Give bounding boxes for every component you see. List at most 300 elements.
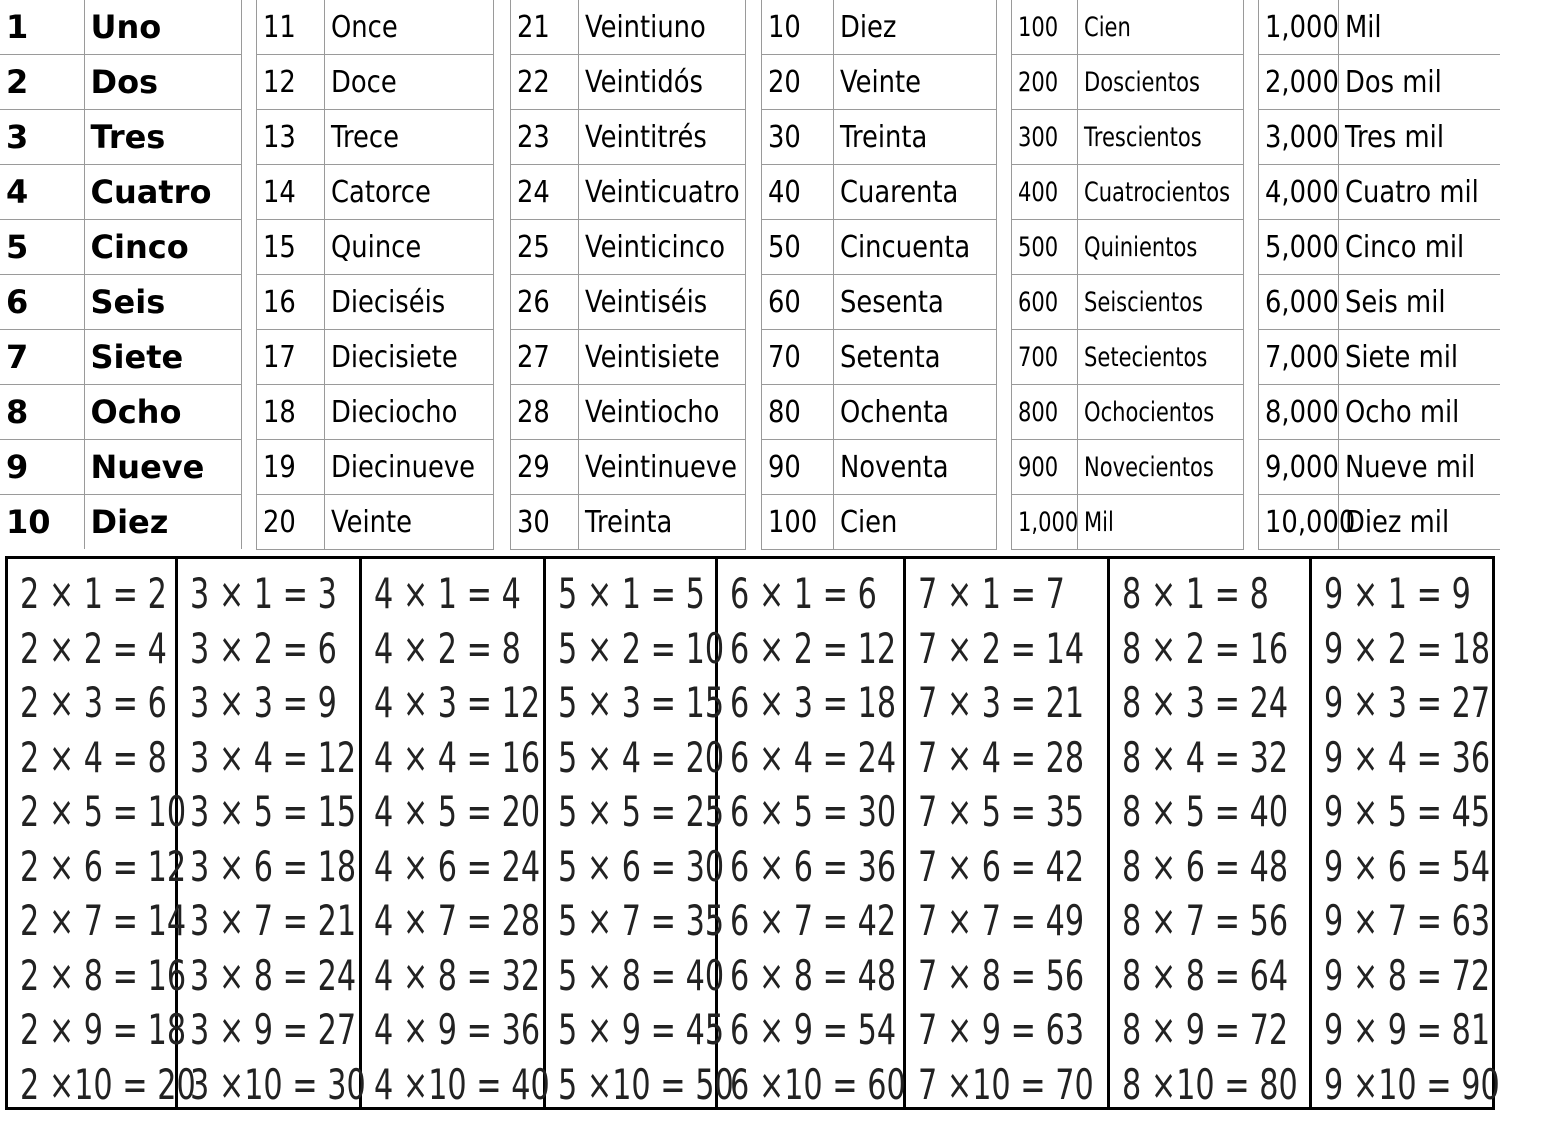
number-row bbox=[257, 440, 494, 495]
equation-text: 9 × 1 = 9 bbox=[1324, 569, 1471, 618]
number-word: Nueve mil bbox=[1345, 449, 1476, 485]
number-digit-cell: 7 bbox=[0, 330, 84, 385]
number-word: Seiscientos bbox=[1084, 286, 1203, 318]
number-word: Cien bbox=[840, 504, 898, 540]
times-table-line bbox=[1312, 676, 1498, 731]
equation-text: 9 × 9 = 81 bbox=[1324, 1005, 1491, 1054]
times-table-line bbox=[1312, 1003, 1498, 1058]
number-word: Veintiséis bbox=[585, 284, 708, 320]
number-row bbox=[762, 330, 997, 385]
number-row bbox=[511, 165, 746, 220]
number-digit: 12 bbox=[263, 64, 296, 100]
equation-text: 2 × 9 = 18 bbox=[20, 1005, 187, 1054]
number-digit-cell bbox=[257, 330, 325, 385]
number-word: Veintisiete bbox=[585, 339, 720, 375]
number-row bbox=[0, 220, 242, 275]
number-digit-cell bbox=[762, 330, 834, 385]
equation-text: 8 × 1 = 8 bbox=[1122, 569, 1269, 618]
number-digit: 6,000 bbox=[1265, 284, 1339, 320]
number-word-cell bbox=[579, 495, 746, 550]
number-row bbox=[762, 165, 997, 220]
number-row bbox=[1259, 275, 1501, 330]
number-word-cell bbox=[1078, 0, 1244, 55]
number-word-cell bbox=[1339, 495, 1501, 550]
number-row bbox=[1259, 385, 1501, 440]
number-digit-cell bbox=[1012, 220, 1078, 275]
times-table-line bbox=[546, 622, 725, 677]
times-table-line bbox=[718, 1058, 906, 1113]
equation-text: 6 × 5 = 30 bbox=[730, 787, 897, 836]
number-row bbox=[511, 330, 746, 385]
times-table-line bbox=[362, 1058, 550, 1113]
equation-text: 4 × 1 = 4 bbox=[374, 569, 521, 618]
number-word-cell bbox=[325, 440, 494, 495]
number-word: Ochocientos bbox=[1084, 396, 1215, 428]
number-word-cell bbox=[1339, 0, 1501, 55]
number-word-cell bbox=[325, 55, 494, 110]
number-row bbox=[0, 385, 242, 440]
times-table-line bbox=[178, 676, 359, 731]
number-digit: 70 bbox=[768, 339, 801, 375]
number-word: Diecinueve bbox=[331, 449, 475, 485]
equation-text: 8 × 8 = 64 bbox=[1122, 950, 1289, 1000]
times-table-line bbox=[718, 894, 903, 949]
number-digit-cell: 8 bbox=[0, 385, 84, 440]
number-row bbox=[511, 110, 746, 165]
number-word-cell bbox=[325, 220, 494, 275]
times-table-line bbox=[718, 785, 903, 840]
number-row bbox=[0, 0, 242, 55]
equation-text: 3 ×10 = 30 bbox=[190, 1059, 366, 1109]
number-word: Cuatrocientos bbox=[1084, 176, 1231, 208]
number-digit-cell bbox=[511, 110, 579, 165]
number-row bbox=[0, 440, 242, 495]
times-table-line bbox=[718, 840, 903, 895]
equation-text: 8 × 5 = 40 bbox=[1122, 787, 1289, 836]
numbers-hundreds-table bbox=[1011, 0, 1244, 550]
number-digit: 7,000 bbox=[1265, 339, 1339, 375]
times-table-line bbox=[1110, 1003, 1309, 1058]
number-digit-cell: 9 bbox=[0, 440, 84, 495]
times-table-line bbox=[906, 622, 1107, 677]
equation-text: 2 × 8 = 16 bbox=[20, 950, 187, 1000]
number-digit-cell: 4 bbox=[0, 165, 84, 220]
number-word: Mil bbox=[1345, 9, 1382, 45]
number-row bbox=[762, 55, 997, 110]
times-table-line bbox=[546, 1058, 734, 1113]
times-table-line bbox=[362, 567, 543, 622]
times-table-line bbox=[178, 785, 359, 840]
times-table-line bbox=[906, 840, 1107, 895]
number-names-section bbox=[0, 0, 1500, 550]
times-table-line bbox=[8, 1058, 196, 1113]
equation-text: 6 × 7 = 42 bbox=[730, 896, 897, 945]
number-row bbox=[257, 275, 494, 330]
times-table-line bbox=[1110, 949, 1309, 1004]
times-table-line bbox=[362, 622, 543, 677]
times-table-line bbox=[906, 785, 1107, 840]
number-digit: 21 bbox=[517, 9, 550, 45]
number-word: Cuatro mil bbox=[1345, 174, 1479, 210]
equation-text: 3 × 6 = 18 bbox=[190, 841, 357, 891]
number-row bbox=[511, 220, 746, 275]
number-word: Veinticinco bbox=[585, 229, 726, 265]
equation-text: 2 × 2 = 4 bbox=[20, 623, 167, 673]
number-word-cell: Ocho bbox=[84, 385, 242, 440]
times-table-4 bbox=[362, 559, 550, 1109]
times-table-line bbox=[8, 676, 175, 731]
number-word-cell bbox=[1078, 220, 1244, 275]
number-digit: 30 bbox=[517, 504, 550, 540]
times-table-line bbox=[362, 894, 543, 949]
times-table-line bbox=[1312, 622, 1498, 677]
number-word: Mil bbox=[1084, 506, 1114, 538]
number-digit: 16 bbox=[263, 284, 296, 320]
number-digit-cell bbox=[511, 275, 579, 330]
number-row bbox=[257, 385, 494, 440]
number-digit: 10,000 bbox=[1265, 504, 1356, 540]
number-word-cell: Nueve bbox=[84, 440, 242, 495]
times-table-line bbox=[1312, 949, 1498, 1004]
times-table-line bbox=[178, 1003, 359, 1058]
number-word-cell bbox=[1339, 165, 1501, 220]
equation-text: 3 × 4 = 12 bbox=[190, 732, 357, 782]
equation-text: 7 × 8 = 56 bbox=[918, 950, 1085, 1000]
number-word-cell bbox=[325, 0, 494, 55]
number-digit: 100 bbox=[768, 504, 818, 540]
number-row bbox=[511, 0, 746, 55]
number-word: Doce bbox=[331, 64, 397, 100]
number-word-cell bbox=[834, 495, 997, 550]
number-digit: 26 bbox=[517, 284, 550, 320]
number-word: Setenta bbox=[840, 339, 941, 375]
number-digit-cell bbox=[1259, 495, 1356, 550]
equation-text: 6 × 6 = 36 bbox=[730, 841, 897, 891]
equation-text: 4 × 8 = 32 bbox=[374, 950, 541, 1000]
number-word-cell bbox=[325, 385, 494, 440]
equation-text: 3 × 7 = 21 bbox=[190, 896, 357, 945]
equation-text: 6 × 9 = 54 bbox=[730, 1005, 897, 1054]
number-word-cell bbox=[579, 0, 746, 55]
number-word: Siete mil bbox=[1345, 339, 1459, 375]
times-table-line bbox=[178, 567, 359, 622]
number-digit: 80 bbox=[768, 394, 801, 430]
number-digit-cell bbox=[511, 495, 579, 550]
times-table-line bbox=[178, 1058, 366, 1113]
number-row bbox=[1259, 110, 1501, 165]
number-row bbox=[762, 110, 997, 165]
number-word-cell bbox=[579, 165, 746, 220]
number-word-cell bbox=[579, 55, 746, 110]
times-table-line bbox=[178, 894, 359, 949]
number-row bbox=[1012, 165, 1244, 220]
number-row bbox=[257, 165, 494, 220]
equation-text: 9 × 2 = 18 bbox=[1324, 623, 1491, 673]
numbers-tens-table bbox=[761, 0, 997, 550]
number-digit: 18 bbox=[263, 394, 296, 430]
number-digit: 200 bbox=[1018, 66, 1059, 98]
number-word-cell: Cuatro bbox=[84, 165, 242, 220]
times-table-7 bbox=[906, 559, 1110, 1107]
equation-text: 5 × 1 = 5 bbox=[558, 569, 705, 618]
numbers-11-20-table bbox=[256, 0, 494, 550]
times-table-line bbox=[362, 949, 543, 1004]
equation-text: 5 × 4 = 20 bbox=[558, 732, 725, 782]
number-row bbox=[511, 495, 746, 550]
equation-text: 2 × 4 = 8 bbox=[20, 732, 167, 782]
times-table-2 bbox=[8, 559, 196, 1109]
number-word: Ocho mil bbox=[1345, 394, 1460, 430]
number-word: Noventa bbox=[840, 449, 949, 485]
number-digit-cell bbox=[1259, 220, 1339, 275]
number-digit: 1,000 bbox=[1265, 9, 1339, 45]
equation-text: 7 × 6 = 42 bbox=[918, 841, 1085, 891]
number-word-cell bbox=[579, 110, 746, 165]
equation-text: 2 × 5 = 10 bbox=[20, 787, 187, 836]
equation-text: 5 ×10 = 50 bbox=[558, 1059, 734, 1109]
number-row bbox=[1012, 330, 1244, 385]
number-digit: 800 bbox=[1018, 396, 1059, 428]
number-word: Veinte bbox=[840, 64, 922, 100]
number-digit-cell bbox=[762, 165, 834, 220]
number-word-cell: Siete bbox=[84, 330, 242, 385]
number-digit-cell bbox=[1259, 440, 1339, 495]
number-word-cell bbox=[325, 495, 494, 550]
number-digit-cell bbox=[1012, 385, 1078, 440]
number-digit-cell bbox=[762, 220, 834, 275]
number-word-cell bbox=[834, 330, 997, 385]
times-table-line bbox=[178, 840, 359, 895]
number-digit-cell bbox=[1012, 495, 1078, 550]
number-word-cell bbox=[325, 110, 494, 165]
number-digit-cell: 6 bbox=[0, 275, 84, 330]
number-digit-cell bbox=[1012, 0, 1078, 55]
number-word-cell: Seis bbox=[84, 275, 242, 330]
equation-text: 7 × 9 = 63 bbox=[918, 1005, 1085, 1054]
times-table-line bbox=[1110, 731, 1309, 786]
number-row bbox=[1012, 440, 1244, 495]
number-word-cell: Dos bbox=[84, 55, 242, 110]
number-digit-cell bbox=[1012, 440, 1078, 495]
equation-text: 7 × 4 = 28 bbox=[918, 732, 1085, 782]
equation-text: 7 × 7 = 49 bbox=[918, 896, 1085, 945]
equation-text: 5 × 2 = 10 bbox=[558, 623, 725, 673]
number-digit-cell bbox=[762, 495, 834, 550]
multiplication-tables-section bbox=[5, 556, 1500, 1110]
number-digit-cell bbox=[511, 0, 579, 55]
numbers-thousands-table bbox=[1258, 0, 1500, 550]
times-table-line bbox=[178, 949, 359, 1004]
number-digit: 14 bbox=[263, 174, 296, 210]
times-table-8 bbox=[1110, 559, 1312, 1107]
equation-text: 3 × 8 = 24 bbox=[190, 950, 357, 1000]
number-digit-cell bbox=[1259, 330, 1339, 385]
number-digit: 25 bbox=[517, 229, 550, 265]
number-digit: 3,000 bbox=[1265, 119, 1339, 155]
times-table-line bbox=[906, 731, 1107, 786]
number-digit-cell bbox=[1259, 0, 1339, 55]
number-row bbox=[1259, 165, 1501, 220]
number-word: Veinte bbox=[331, 504, 413, 540]
number-word: Dieciocho bbox=[331, 394, 458, 430]
equation-text: 9 × 5 = 45 bbox=[1324, 787, 1491, 836]
number-digit: 10 bbox=[768, 9, 801, 45]
number-word: Diez bbox=[840, 9, 897, 45]
number-word-cell bbox=[1078, 275, 1244, 330]
number-row bbox=[1259, 495, 1501, 550]
equation-text: 5 × 7 = 35 bbox=[558, 896, 725, 945]
equation-text: 7 × 5 = 35 bbox=[918, 787, 1085, 836]
equation-text: 4 × 9 = 36 bbox=[374, 1005, 541, 1054]
number-word-cell: Uno bbox=[84, 0, 242, 55]
number-digit-cell bbox=[257, 0, 325, 55]
number-digit-cell bbox=[1012, 330, 1078, 385]
times-table-line bbox=[906, 1058, 1107, 1113]
number-word: Quince bbox=[331, 229, 422, 265]
number-row bbox=[257, 110, 494, 165]
number-row bbox=[1012, 495, 1244, 550]
number-row bbox=[0, 330, 242, 385]
number-digit-cell bbox=[1259, 110, 1339, 165]
equation-text: 3 × 1 = 3 bbox=[190, 569, 337, 618]
number-row bbox=[1012, 55, 1244, 110]
number-word: Cuarenta bbox=[840, 174, 959, 210]
equation-text: 5 × 8 = 40 bbox=[558, 950, 725, 1000]
number-digit-cell bbox=[511, 220, 579, 275]
number-word: Quinientos bbox=[1084, 231, 1198, 263]
number-word: Catorce bbox=[331, 174, 431, 210]
number-word: Ochenta bbox=[840, 394, 950, 430]
number-word-cell bbox=[834, 385, 997, 440]
number-row bbox=[1259, 220, 1501, 275]
number-word: Diez mil bbox=[1345, 504, 1450, 540]
number-word: Veintidós bbox=[585, 64, 703, 100]
number-row bbox=[0, 165, 242, 220]
number-row bbox=[1012, 220, 1244, 275]
number-digit: 27 bbox=[517, 339, 550, 375]
number-digit: 30 bbox=[768, 119, 801, 155]
number-word: Dos mil bbox=[1345, 64, 1442, 100]
number-word: Veintitrés bbox=[585, 119, 707, 155]
number-digit: 29 bbox=[517, 449, 550, 485]
number-digit: 11 bbox=[263, 9, 296, 45]
number-digit: 100 bbox=[1018, 11, 1059, 43]
equation-text: 5 × 9 = 45 bbox=[558, 1005, 725, 1054]
number-word-cell bbox=[325, 165, 494, 220]
equation-text: 6 × 2 = 12 bbox=[730, 623, 897, 673]
number-digit: 40 bbox=[768, 174, 801, 210]
number-digit-cell bbox=[762, 440, 834, 495]
equation-text: 2 × 1 = 2 bbox=[20, 569, 167, 618]
times-table-line bbox=[906, 1003, 1107, 1058]
times-table-line bbox=[1312, 731, 1498, 786]
number-word: Setecientos bbox=[1084, 341, 1208, 373]
equation-text: 8 × 3 = 24 bbox=[1122, 678, 1289, 727]
number-word-cell bbox=[1078, 330, 1244, 385]
equation-text: 6 × 4 = 24 bbox=[730, 732, 897, 782]
number-word: Veintinueve bbox=[585, 449, 738, 485]
number-digit: 9,000 bbox=[1265, 449, 1339, 485]
number-digit-cell bbox=[1259, 275, 1339, 330]
equation-text: 3 × 3 = 9 bbox=[190, 678, 337, 727]
number-digit-cell bbox=[1012, 110, 1078, 165]
number-word-cell bbox=[579, 440, 746, 495]
times-table-line bbox=[1312, 1058, 1498, 1113]
times-table-3 bbox=[178, 559, 366, 1109]
number-word: Diecisiete bbox=[331, 339, 458, 375]
times-table-line bbox=[1110, 840, 1309, 895]
number-word-cell: Cinco bbox=[84, 220, 242, 275]
times-table-line bbox=[1312, 567, 1498, 622]
number-row bbox=[1259, 0, 1501, 55]
number-word-cell bbox=[834, 165, 997, 220]
equation-text: 4 × 3 = 12 bbox=[374, 678, 541, 727]
number-digit: 500 bbox=[1018, 231, 1059, 263]
number-row bbox=[1259, 55, 1501, 110]
number-word-cell: Tres bbox=[84, 110, 242, 165]
number-word: Tres mil bbox=[1345, 119, 1444, 155]
equation-text: 8 ×10 = 80 bbox=[1122, 1059, 1298, 1109]
number-digit: 4,000 bbox=[1265, 174, 1339, 210]
number-word-cell bbox=[325, 275, 494, 330]
number-row bbox=[511, 275, 746, 330]
number-digit-cell bbox=[257, 440, 325, 495]
equation-text: 4 × 6 = 24 bbox=[374, 841, 541, 891]
number-digit: 5,000 bbox=[1265, 229, 1339, 265]
times-table-line bbox=[546, 840, 725, 895]
number-digit-cell bbox=[511, 330, 579, 385]
number-digit-cell bbox=[257, 110, 325, 165]
times-table-line bbox=[8, 1003, 187, 1058]
number-digit-cell: 1 bbox=[0, 0, 84, 55]
equation-text: 7 × 1 = 7 bbox=[918, 569, 1065, 618]
number-word-cell: Diez bbox=[90, 503, 169, 541]
equation-text: 7 × 3 = 21 bbox=[918, 678, 1085, 727]
number-word-cell bbox=[1078, 55, 1244, 110]
number-word-cell bbox=[579, 385, 746, 440]
number-row bbox=[1259, 440, 1501, 495]
times-table-line bbox=[1312, 840, 1498, 895]
number-word: Veintiocho bbox=[585, 394, 720, 430]
number-digit-cell bbox=[511, 385, 579, 440]
number-word-cell bbox=[1339, 330, 1501, 385]
times-table-line bbox=[362, 785, 543, 840]
number-word-cell bbox=[1339, 440, 1501, 495]
times-table-line bbox=[906, 676, 1107, 731]
number-word-cell bbox=[579, 220, 746, 275]
times-table-line bbox=[178, 731, 359, 786]
times-table-line bbox=[546, 676, 725, 731]
number-digit: 400 bbox=[1018, 176, 1059, 208]
number-digit-cell bbox=[511, 440, 579, 495]
equation-text: 9 × 3 = 27 bbox=[1324, 678, 1491, 727]
equation-text: 2 × 6 = 12 bbox=[20, 841, 187, 891]
times-table-line bbox=[718, 731, 903, 786]
equation-text: 8 × 2 = 16 bbox=[1122, 623, 1289, 673]
number-digit-cell: 5 bbox=[0, 220, 84, 275]
number-row bbox=[1012, 385, 1244, 440]
number-row bbox=[0, 110, 242, 165]
number-digit-cell bbox=[1259, 385, 1339, 440]
number-digit-cell bbox=[762, 55, 834, 110]
number-row bbox=[762, 275, 997, 330]
times-table-line bbox=[8, 785, 187, 840]
number-row bbox=[0, 495, 242, 550]
number-word: Treinta bbox=[585, 504, 673, 540]
number-digit: 2,000 bbox=[1265, 64, 1339, 100]
equation-text: 9 × 4 = 36 bbox=[1324, 732, 1491, 782]
times-table-line bbox=[718, 1003, 903, 1058]
